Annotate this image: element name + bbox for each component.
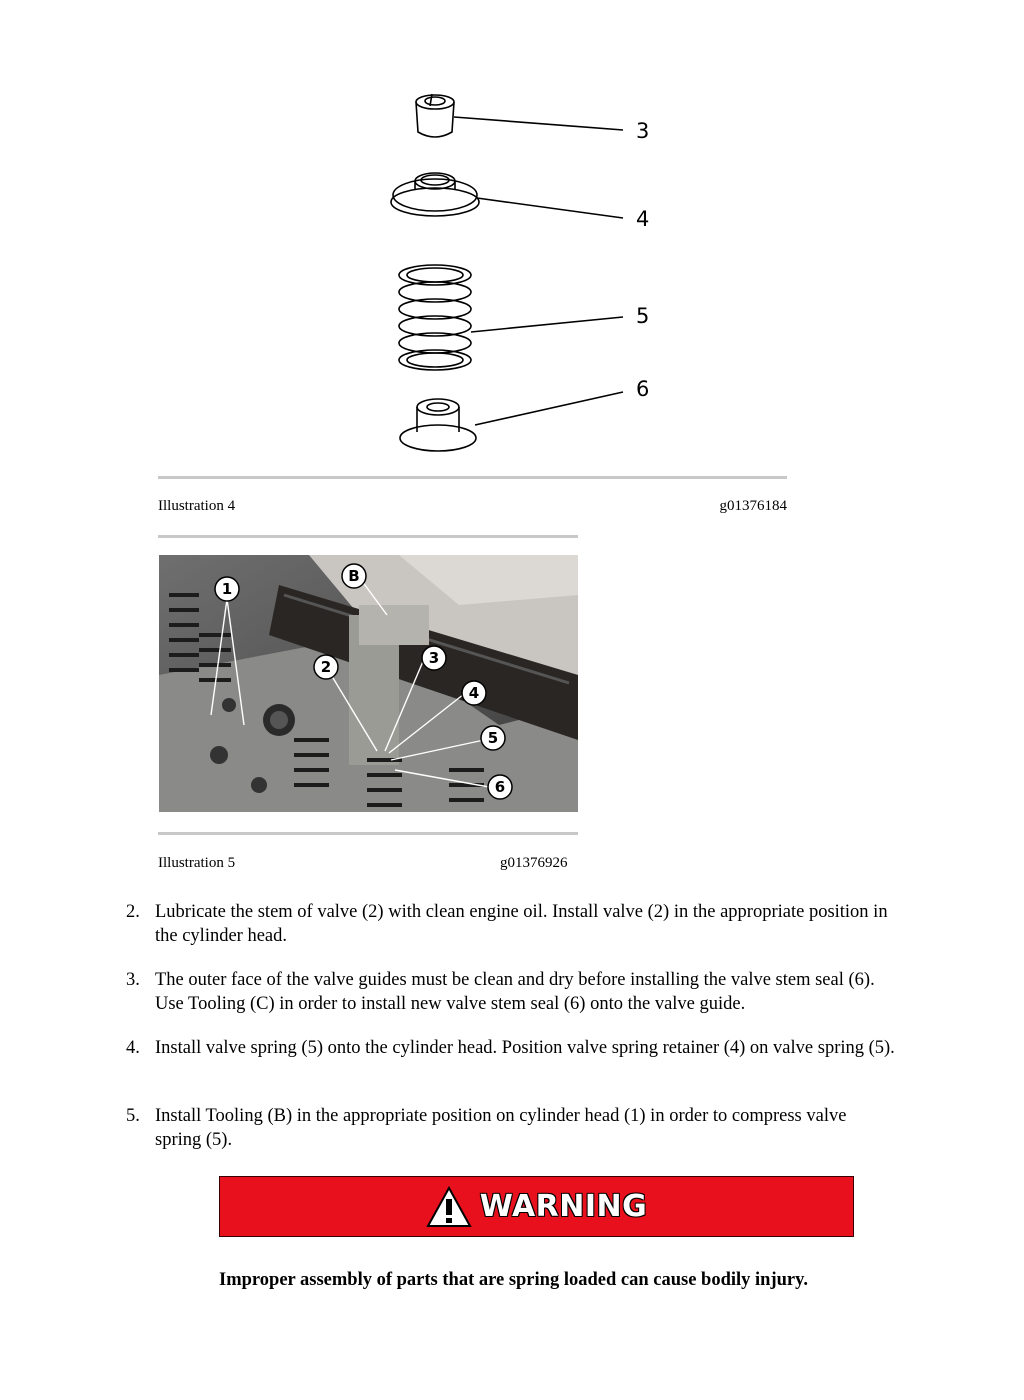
- valve-spring-part: [399, 265, 471, 370]
- spring-retainer-part: [391, 173, 479, 216]
- step-number: 5.: [126, 1106, 140, 1126]
- illustration-4-caption: Illustration 4: [158, 498, 236, 514]
- callout-6: 6: [636, 377, 650, 401]
- photo-callout-5: 5: [487, 729, 499, 747]
- photo-callout-3: 3: [428, 649, 440, 667]
- illustration-4-top-rule: [158, 476, 787, 479]
- photo-callout-1: 1: [221, 580, 233, 598]
- callout-4: 4: [636, 207, 650, 231]
- callout-5: 5: [636, 304, 650, 328]
- illustration-5-photo: [159, 555, 578, 812]
- valve-keeper-part: [416, 94, 454, 137]
- photo-callout-4: 4: [468, 684, 480, 702]
- step-number: 2.: [126, 902, 140, 922]
- illustration-5-caption: Illustration 5: [158, 855, 236, 871]
- step-number: 3.: [126, 970, 140, 990]
- valve-stem-seal-part: [400, 399, 476, 451]
- illustration-5-code: g01376926: [500, 855, 568, 871]
- illustration-4-drawing: [380, 80, 680, 460]
- step-text: The outer face of the valve guides must be clean and dry before installing the valve stem seal (6). Use Tooling (C) in order to install new valve stem seal (6) onto the valve guide.: [155, 970, 875, 1014]
- illustration-5-bottom-rule: [158, 832, 578, 835]
- callout-3: 3: [636, 119, 650, 143]
- step-number: 4.: [126, 1038, 140, 1058]
- photo-callout-2: 2: [320, 658, 332, 676]
- warning-triangle-icon: [426, 1186, 472, 1228]
- step-text: Lubricate the stem of valve (2) with clean engine oil. Install valve (2) in the appropriate position in the cylinder head.: [155, 902, 888, 946]
- step-text: Install Tooling (B) in the appropriate position on cylinder head (1) in order to compress valve spring (5).: [155, 1106, 847, 1150]
- warning-label: WARNING: [479, 1189, 648, 1224]
- step-text: Install valve spring (5) onto the cylinder head. Position valve spring retainer (4) on valve spring (5).: [155, 1038, 895, 1058]
- warning-text: Improper assembly of parts that are spring loaded can cause bodily injury.: [219, 1270, 808, 1290]
- photo-callout-6: 6: [494, 778, 506, 796]
- photo-callout-b: B: [348, 567, 360, 585]
- warning-banner: [219, 1176, 854, 1237]
- illustration-4-code: g01376184: [719, 498, 787, 514]
- illustration-5-top-rule: [158, 535, 578, 538]
